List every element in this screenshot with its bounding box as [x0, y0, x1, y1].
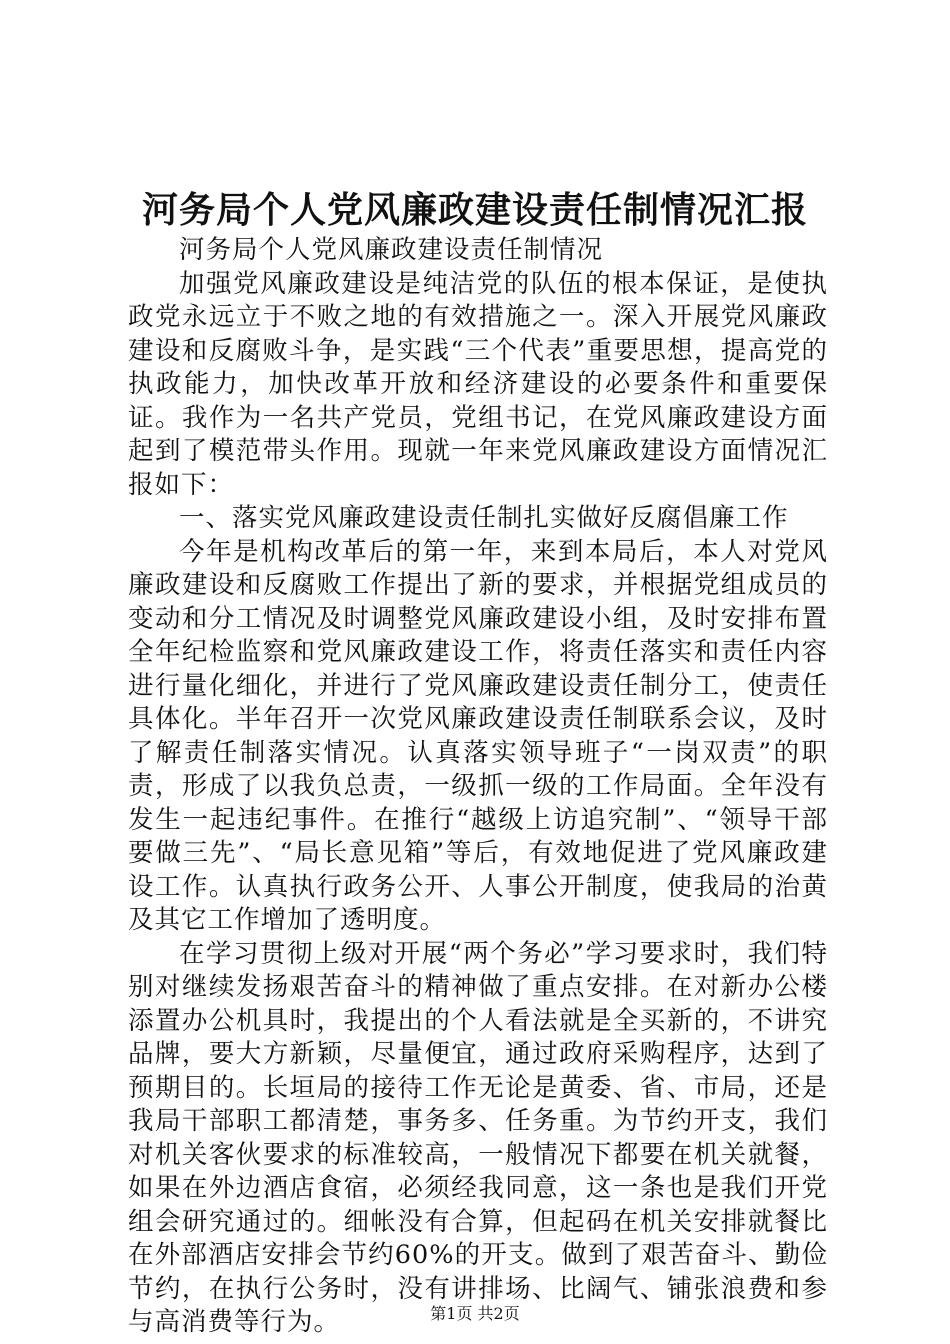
document-body	[128, 234, 828, 1340]
paragraph-frugality: 在学习贯彻上级对开展“两个务必”学习要求时，我们特别对继续发扬艰苦奋斗的精神做了重点安排。在对新办公楼添置办公机具时，我提出的个人看法就是全买新的，不讲究品牌，要大方新颖，尽量便宜，通过政府采购程序，达到了预期目的。长垣局的接待工作无论是黄委、省、市局，还是我局干部职工都清楚，事务多、任务重。为节约开支，我们对机关客伙要求的标准较高，一般情况下都要在机关就餐，如果在外边酒店食宿，必须经我同意，这一条也是我们开党组会研究通过的。细帐没有合算，但起码在机关安排就餐比在外部酒店安排会节约60%的开支。做到了艰苦奋斗、勤俭节约，在执行公务时，没有讲排场、比阔气、铺张浪费和参与高消费等行为。	[128, 938, 828, 1337]
paragraph-responsibility: 今年是机构改革后的第一年，来到本局后，本人对党风廉政建设和反腐败工作提出了新的要求，并根据党组成员的变动和分工情况及时调整党风廉政建设小组，及时安排布置全年纪检监察和党风廉政建设工作，将责任落实和责任内容进行量化细化，并进行了党风廉政建设责任制分工，使责任具体化。半年召开一次党风廉政建设责任制联系会议，及时了解责任制落实情况。认真落实领导班子“一岗双责”的职责，形成了以我负总责，一级抓一级的工作局面。全年没有发生一起违纪事件。在推行“越级上访追究制”、“领导干部要做三先”、“局长意见箱”等后，有效地促进了党风廉政建设工作。认真执行政务公开、人事公开制度，使我局的治黄及其它工作增加了透明度。	[128, 536, 828, 935]
section-heading: 一、落实党风廉政建设责任制扎实做好反腐倡廉工作	[179, 503, 789, 533]
document-title: 河务局个人党风廉政建设责任制情况汇报	[141, 189, 808, 231]
page-number-footer: 第1页 共2页	[430, 1304, 520, 1323]
paragraph-intro: 加强党风廉政建设是纯洁党的队伍的根本保证，是使执政党永远立于不败之地的有效措施之一。深入开展党风廉政建设和反腐败斗争，是实践“三个代表”重要思想，提高党的执政能力，加快改革开放和经济建设的必要条件和重要保证。我作为一名共产党员，党组书记，在党风廉政建设方面起到了模范带头作用。现就一年来党风廉政建设方面情况汇报如下：	[128, 268, 828, 500]
paragraph-subtitle: 河务局个人党风廉政建设责任制情况	[179, 235, 604, 265]
